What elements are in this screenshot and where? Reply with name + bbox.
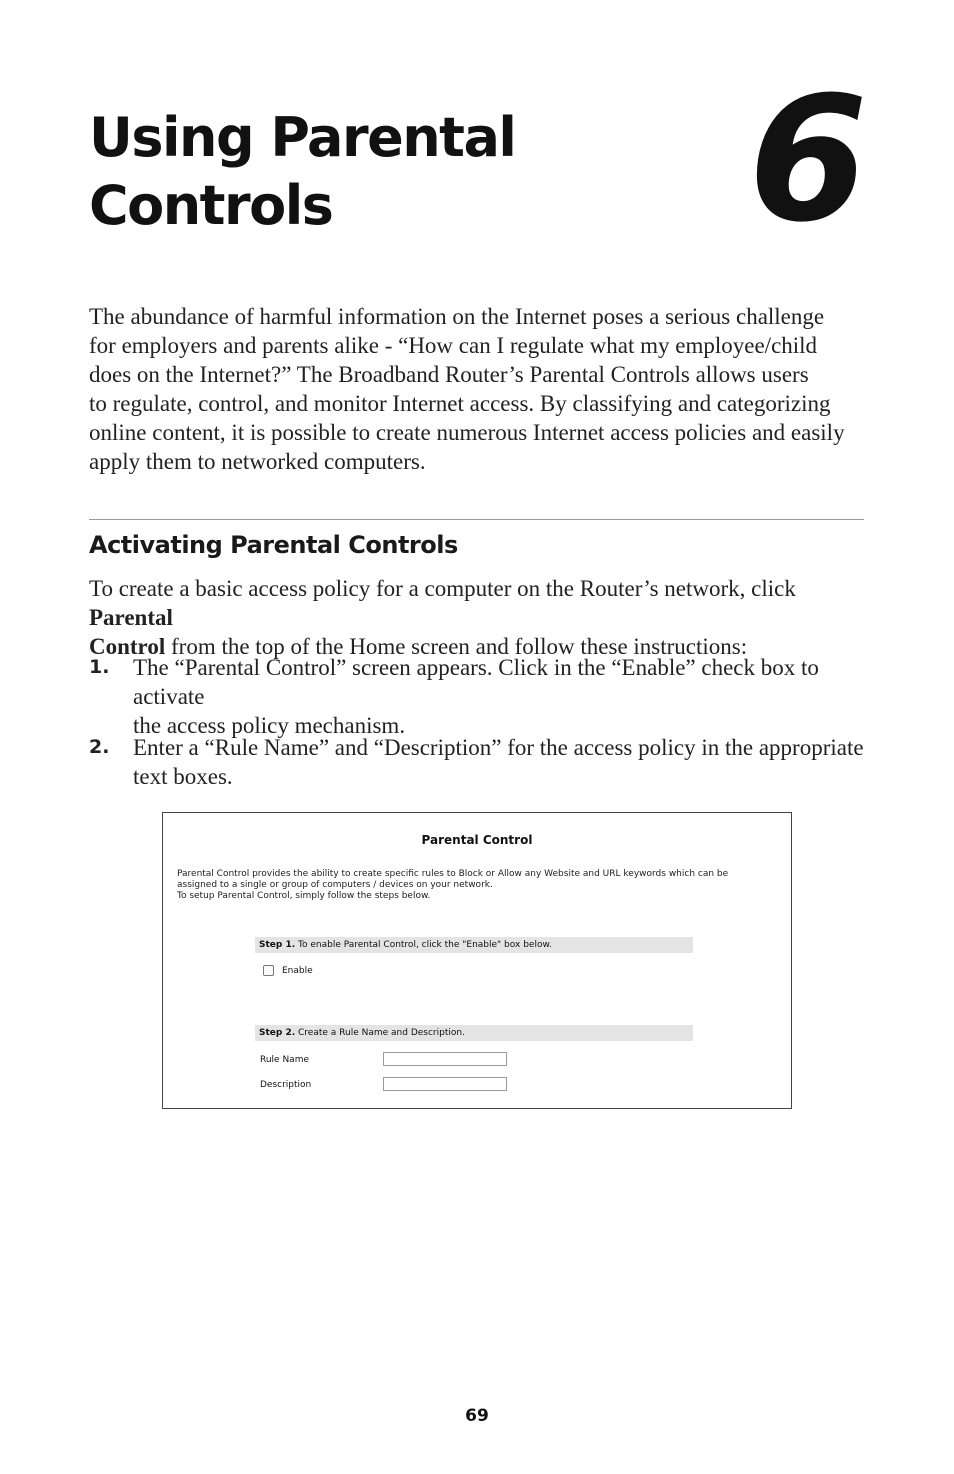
intro-line: does on the Internet?” The Broadband Router’s Parental Controls allows users	[89, 362, 809, 387]
screenshot-desc-line: assigned to a single or group of computers / devices on your network.	[177, 880, 493, 890]
enable-checkbox[interactable]	[263, 965, 274, 976]
step-2-text: Create a Rule Name and Description.	[295, 1028, 465, 1038]
section-heading: Activating Parental Controls	[89, 531, 458, 559]
chapter-number: 6	[748, 59, 862, 260]
description-label: Description	[260, 1080, 312, 1090]
step-number: 2.	[89, 736, 110, 758]
lead-line-1	[89, 574, 864, 632]
chapter-title-line-2: Controls	[89, 174, 333, 237]
lead-text: from the top of the Home screen and follow these instructions:	[165, 634, 748, 659]
chapter-title	[89, 104, 649, 240]
enable-label: Enable	[282, 966, 313, 976]
step-line: text boxes.	[133, 764, 233, 789]
rule-name-input[interactable]	[383, 1052, 507, 1066]
intro-line: online content, it is possible to create numerous Internet access policies and easily	[89, 420, 845, 445]
step-line: Enter a “Rule Name” and “Description” for the access policy in the appropriate	[133, 735, 864, 760]
intro-line: to regulate, control, and monitor Internet access. By classifying and categorizing	[89, 391, 831, 416]
step-number: 1.	[89, 656, 110, 678]
lead-bold-parental: Parental	[89, 605, 173, 630]
step-1-label: Step 1.	[259, 940, 296, 950]
section-divider	[89, 519, 864, 520]
step-line: The “Parental Control” screen appears. Click in the “Enable” check box to activate	[133, 655, 819, 709]
step-2-label: Step 2.	[259, 1028, 296, 1038]
screenshot-title: Parental Control	[421, 833, 533, 847]
step-line: the access policy mechanism.	[133, 713, 406, 738]
intro-line: The abundance of harmful information on the Internet poses a serious challenge	[89, 304, 825, 329]
step-text	[133, 733, 864, 791]
step-1-text: To enable Parental Control, click the "Enable" box below.	[295, 940, 552, 950]
enable-row[interactable]	[263, 964, 313, 978]
lead-paragraph	[89, 574, 864, 661]
screenshot-desc-line: Parental Control provides the ability to create specific rules to Block or Allow any Website and URL keywords which can be	[177, 869, 729, 879]
lead-text: To create a basic access policy for a computer on the Router’s network, click	[89, 576, 796, 601]
description-input[interactable]	[383, 1077, 507, 1091]
intro-paragraph	[89, 302, 864, 476]
lead-bold-control: Control	[89, 634, 166, 659]
screenshot-description	[177, 869, 777, 902]
rule-name-label: Rule Name	[260, 1055, 310, 1065]
step-1-bar	[255, 937, 693, 953]
parental-control-screenshot	[162, 812, 792, 1109]
chapter-title-line-1: Using Parental	[89, 106, 516, 169]
intro-line: apply them to networked computers.	[89, 449, 426, 474]
step-text	[133, 653, 864, 740]
screenshot-desc-line: To setup Parental Control, simply follow the steps below.	[177, 891, 431, 901]
page-number: 69	[465, 1406, 489, 1426]
step-2-bar	[255, 1025, 693, 1041]
intro-line: for employers and parents alike - “How can I regulate what my employee/child	[89, 333, 818, 358]
